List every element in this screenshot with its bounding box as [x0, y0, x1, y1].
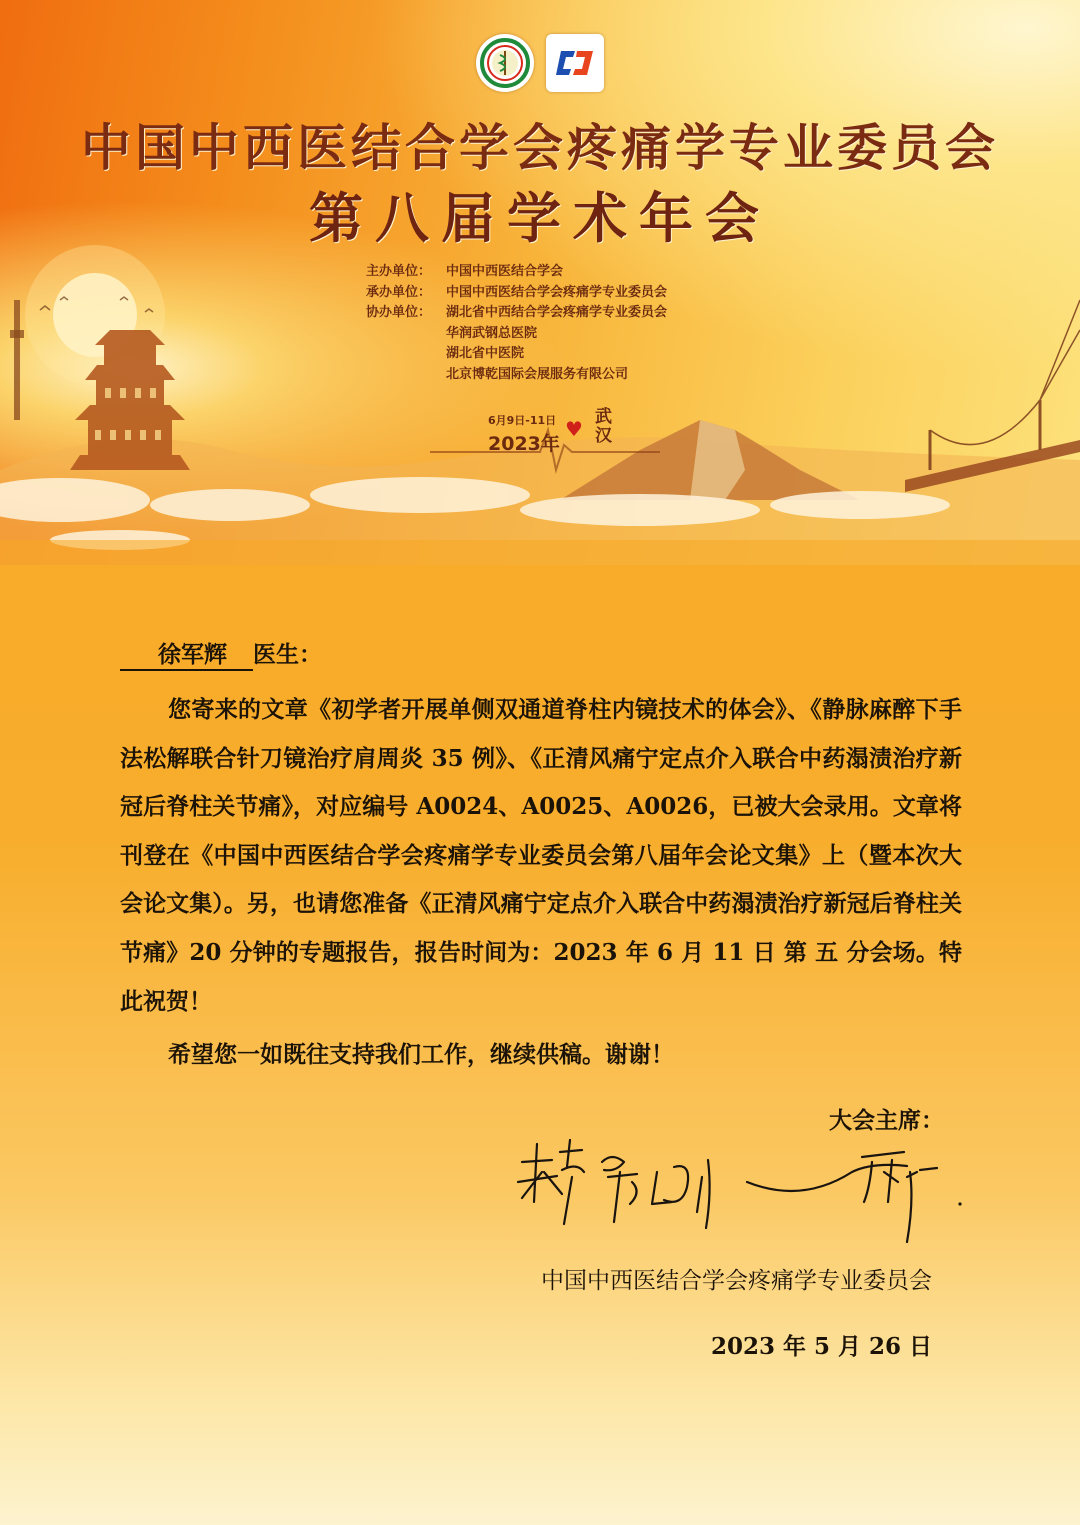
organizer-row-co-3 — [366, 344, 667, 365]
letter-date: 2023 年 5 月 26 日 — [710, 1333, 932, 1360]
logo-group — [476, 34, 604, 92]
medical-society-logo — [476, 34, 534, 92]
organizer-value: 湖北省中西结合学会疼痛学专业委员会 — [446, 305, 668, 320]
organizer-value: 中国中西医结合学会 — [446, 264, 564, 279]
organizer-list — [366, 262, 667, 385]
organizer-value: 华润武钢总医院 — [446, 325, 538, 341]
salutation — [120, 636, 322, 671]
cj-logo — [546, 34, 604, 92]
letter-body: 您寄来的文章《初学者开展单侧双通道脊柱内镜技术的体会》、《静脉麻醉下手法松解联合针刀镜治疗肩周炎 35 例》、《正清风痛宁定点介入联合中药溻渍治疗新冠后脊柱关节痛》，对应编号 A0024、A0025、A0026，已被大会录用。文章将刊登在《中国中西医结合学会疼痛学专业委员会第八届年会论文集》上（暨本次大会论文集）。另，也请您准备《正清风痛宁定点介入联合中药溻渍治疗新冠后脊柱关节痛》20 分钟的专题报告，报告时间为：2023 年 6 月 11 日 第 五 分会场。特此祝贺！ — [120, 696, 962, 1015]
organizer-row-undertaker — [366, 283, 667, 304]
organizer-row-co-4 — [366, 365, 667, 386]
organizer-label-spacer — [366, 324, 446, 345]
organizer-label: 承办单位： — [366, 284, 432, 300]
organizer-label: 主办单位： — [366, 264, 432, 279]
event-year: 2023年 — [488, 433, 560, 455]
organizer-value: 中国中西医结合学会疼痛学专业委员会 — [446, 284, 668, 300]
letter-closing: 希望您一如既往支持我们工作，继续供稿。谢谢！ — [168, 1041, 674, 1068]
event-days: 6月9日-11日 — [488, 414, 557, 427]
organizer-row-co — [366, 303, 667, 324]
event-city: 武汉 — [595, 407, 612, 446]
organizer-label: 协办单位： — [366, 305, 432, 320]
banner-title-line2: 第八届学术年会 — [309, 186, 771, 250]
conference-banner — [0, 0, 1080, 565]
chair-label: 大会主席： — [829, 1107, 944, 1134]
organizer-label-spacer — [366, 365, 446, 386]
committee-name: 中国中西医结合学会疼痛学专业委员会 — [541, 1268, 932, 1294]
recipient-suffix: 医生： — [253, 641, 322, 668]
heart-icon: ♥ — [565, 417, 583, 441]
organizer-value: 湖北省中医院 — [446, 346, 525, 361]
banner-title-line1: 中国中西医结合学会疼痛学专业委员会 — [81, 118, 999, 177]
organizer-row-co-2 — [366, 324, 667, 345]
recipient-name: 徐军辉 — [120, 641, 253, 671]
organizer-label-spacer — [366, 344, 446, 365]
chair-signature — [512, 1132, 972, 1258]
event-date — [488, 412, 560, 456]
organizer-row-host — [366, 262, 667, 283]
organizer-value: 北京博乾国际会展服务有限公司 — [446, 366, 629, 382]
